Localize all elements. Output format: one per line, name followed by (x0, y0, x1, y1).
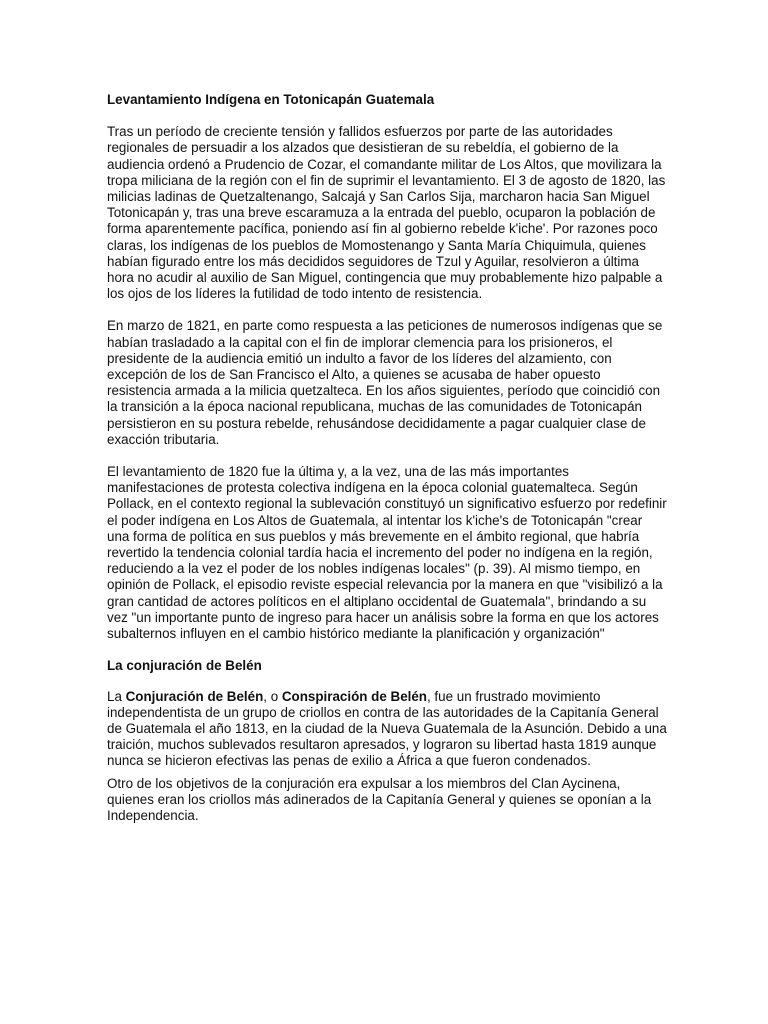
paragraph-1: Tras un período de creciente tensión y fallidos esfuerzos por parte de las autoridades regionales de persuadir a los alzados que desistieran de su rebeldía, el gobierno de la audiencia ordenó a Prudencio de Cozar, el comandante militar de Los Altos, que movilizara la tropa miliciana de la región con el fin de suprimir el levantamiento. El 3 de agosto de 1820, las milicias ladinas de Quetzaltenango, Salcajá y San Carlos Sija, marcharon hacia San Miguel Totonicapán y, tras una breve escaramuza a la entrada del pueblo, ocuparon la población de forma aparentemente pacífica, poniendo así fin al gobierno rebelde k'iche'. Por razones poco claras, los indígenas de los pueblos de Momostenango y Santa María Chiquimula, quienes habían figurado entre los más decididos seguidores de Tzul y Aguilar, resolvieron a última hora no acudir al auxilio de San Miguel, contingencia que muy probablemente hizo palpable a los ojos de los líderes la futilidad de todo intento de resistencia. (107, 124, 666, 302)
paragraph-4-rest: , fue un frustrado movimiento independentista de un grupo de criollos en contra de las autoridades de la Capitanía General de Guatemala el año 1813, en la ciudad de la Nueva Guatemala de la Asunción. Debido a una traición, muchos sublevados resultaron apresados, y lograron su libertad hasta 1819 aunque nunca se hicieron efectivas las penas de exilio a África a que fueron condenados. (107, 688, 667, 769)
section-subtitle: La conjuración de Belén (107, 658, 262, 674)
paragraph-4-prefix: La (107, 688, 126, 704)
paragraph-5: Otro de los objetivos de la conjuración era expulsar a los miembros del Clan Aycinena, quienes eran los criollos más adinerados de la Capitanía General y quienes se oponían a la Independencia. (107, 775, 652, 823)
paragraph-3: El levantamiento de 1820 fue la última y, a la vez, una de las más importantes manifestaciones de protesta colectiva indígena en la época colonial guatemalteca. Según Pollack, en el contexto regional la sublevación constituyó un significativo esfuerzo por redefinir el poder indígena en Los Altos de Guatemala, al intentar los k'iche's de Totonicapán "crear una forma de política en sus pueblos y más brevemente en el ámbito regional, que habría revertido la tendencia colonial tardía hacia el incremento del poder no indígena en la región, reduciendo a la vez el poder de los nobles indígenas locales" (p. 39). Al mismo tiempo, en opinión de Pollack, el episodio reviste especial relevancia por la manera en que "visibilizó a la gran cantidad de actores políticos en el altiplano occidental de Guatemala", brindando a su vez "un importante punto de ingreso para hacer un análisis sobre la forma en que los actores subalternos influyen en el cambio histórico mediante la planificación y organización" (107, 464, 667, 642)
paragraph-4-middle: , o (263, 688, 282, 704)
paragraph-4-bold-term-2: Conspiración de Belén (281, 688, 427, 704)
paragraph-2: En marzo de 1821, en parte como respuesta a las peticiones de numerosos indígenas que se habían trasladado a la capital con el fin de implorar clemencia para los prisioneros, el presidente de la audiencia emitió un indulto a favor de los líderes del alzamiento, con excepción de los de San Francisco el Alto, a quienes se acusaba de haber opuesto resistencia armada a la milicia quetzalteca. En los años siguientes, período que coincidió con la transición a la época nacional republicana, muchas de las comunidades de Totonicapán persistieron en su postura rebelde, rehusándose decididamente a pagar cualquier clase de exacción tributaria. (107, 318, 663, 447)
document-page (107, 92, 667, 840)
paragraph-4-bold-term-1: Conjuración de Belén (125, 688, 264, 704)
document-title: Levantamiento Indígena en Totonicapán Guatemala (107, 92, 435, 107)
paragraph-4 (107, 689, 667, 770)
